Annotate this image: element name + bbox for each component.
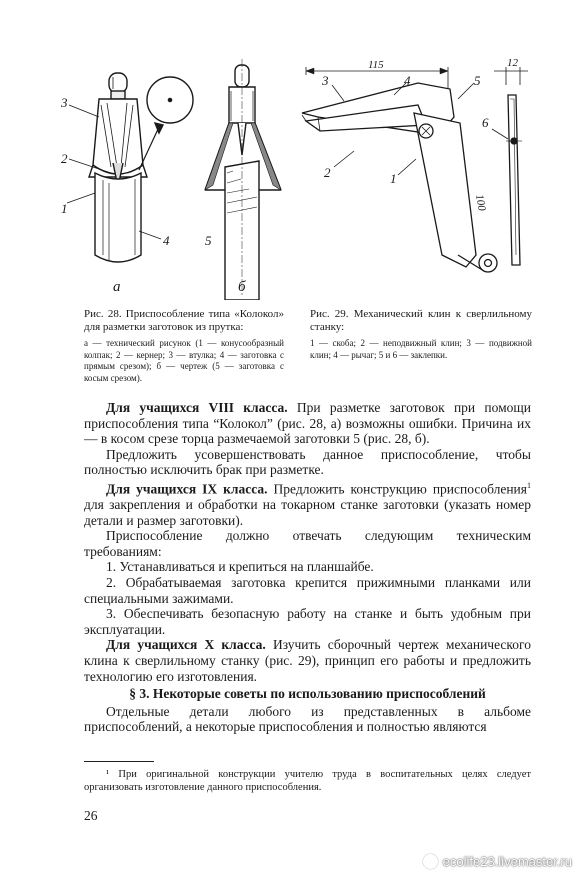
figure-28b [205, 59, 281, 300]
paragraph-ix [84, 478, 531, 528]
paragraph-x-heading: Для учащихся X класса. [106, 637, 266, 653]
paragraph-viii-heading: Для учащихся VIII класса. [106, 400, 288, 415]
fig29-label-6: 6 [482, 115, 489, 130]
footnote-divider [84, 761, 154, 762]
figure-29-drawing [298, 55, 538, 295]
fig28-label-b: б [238, 279, 246, 295]
body-text [84, 400, 531, 735]
requirement-3: 3. Обеспечивать безопасную работу на станке и быть удобным при эксплуатации. [84, 606, 531, 637]
paragraph-ix-text-a: Предложить конструкцию приспособления [267, 481, 527, 497]
figure-28-drawing [55, 55, 295, 300]
watermark [423, 854, 572, 869]
fig29-dim-115: 115 [368, 59, 384, 71]
figure-28a [67, 73, 249, 262]
watermark-logo-icon [423, 854, 438, 869]
paragraph-requirements: Приспособление должно отвечать следующим техническим требованиям: [84, 528, 531, 559]
figure-28-caption-title: Рис. 28. Приспособление типа «Колокол» для разметки заготовок из прутка: [84, 308, 284, 333]
requirement-1: 1. Устанавливаться и крепиться на планшайбе. [106, 559, 374, 575]
fig29-label-2: 2 [324, 165, 331, 180]
section-heading: § 3. Некоторые советы по использованию приспособлений [129, 686, 486, 702]
figure-29-caption-legend: 1 — скоба; 2 — неподвижный клин; 3 — подвижной клин; 4 — рычаг; 5 и 6 — заклепки. [310, 338, 532, 360]
paragraph-x-text: Изучить сборочный чертеж механического клина к сверлильному станку (рис. 29), принцип его работы и предложить технологию его изготовления. [84, 637, 531, 684]
paragraph-ix-heading: Для учащихся IX класса. [106, 481, 268, 497]
fig28-label-3: 3 [61, 95, 68, 110]
fig28-label-1: 1 [61, 201, 68, 216]
fig29-label-4: 4 [404, 73, 411, 88]
fig29-dim-12: 12 [507, 57, 518, 69]
footnote: ¹ При оригинальной конструкции учителю труда в воспитательных целях следует организовать изготовление данного приспособления. [84, 769, 531, 793]
figure-28-caption [84, 308, 284, 384]
watermark-text: ecolife23.livemaster.ru [442, 854, 572, 869]
paragraph-section-3: Отдельные детали любого из представленных в альбоме приспособлений, а некоторые приспособления и полностью являются [84, 703, 531, 735]
fig28-label-2: 2 [61, 151, 68, 166]
fig28-label-a: а [113, 279, 121, 295]
requirement-2: 2. Обрабатываемая заготовка крепится прижимными планками или специальными зажимами. [84, 575, 531, 606]
fig29-label-5: 5 [474, 73, 481, 88]
paragraph-viii-text: При разметке заготовок при помощи приспособления типа “Колокол” (рис. 28, а) возможны ошибки. Причина их — в косом срезе торца размечаемой заготовки 5 (рис. 28, б). [84, 400, 531, 447]
figure-29-caption-title: Рис. 29. Механический клин к сверлильному станку: [310, 308, 532, 333]
fig29-label-1: 1 [390, 171, 397, 186]
fig28-label-4: 4 [163, 233, 170, 248]
paragraph-x [84, 637, 531, 684]
fig28-label-5: 5 [205, 233, 212, 248]
fig29-label-3: 3 [322, 73, 329, 88]
figure-29-caption [310, 308, 532, 361]
page-number: 26 [84, 808, 98, 823]
paragraph-viii [84, 400, 531, 447]
figure-28-caption-legend: а — технический рисунок (1 — конусообразный колпак; 2 — кернер; 3 — втулка; 4 — заготовка с прямым срезом); б — чертеж (5 — заготовка с косым срезом). [84, 338, 284, 383]
footnote-ref: 1 [527, 480, 531, 490]
fig29-dim-100: 100 [473, 193, 488, 212]
paragraph-improve: Предложить усовершенствовать данное приспособление, чтобы полностью исключить брак при разметке. [84, 446, 531, 478]
paragraph-ix-text-b: для закрепления и обработки на токарном станке заготовки (указать номер детали и размер заготовки). [84, 497, 531, 528]
